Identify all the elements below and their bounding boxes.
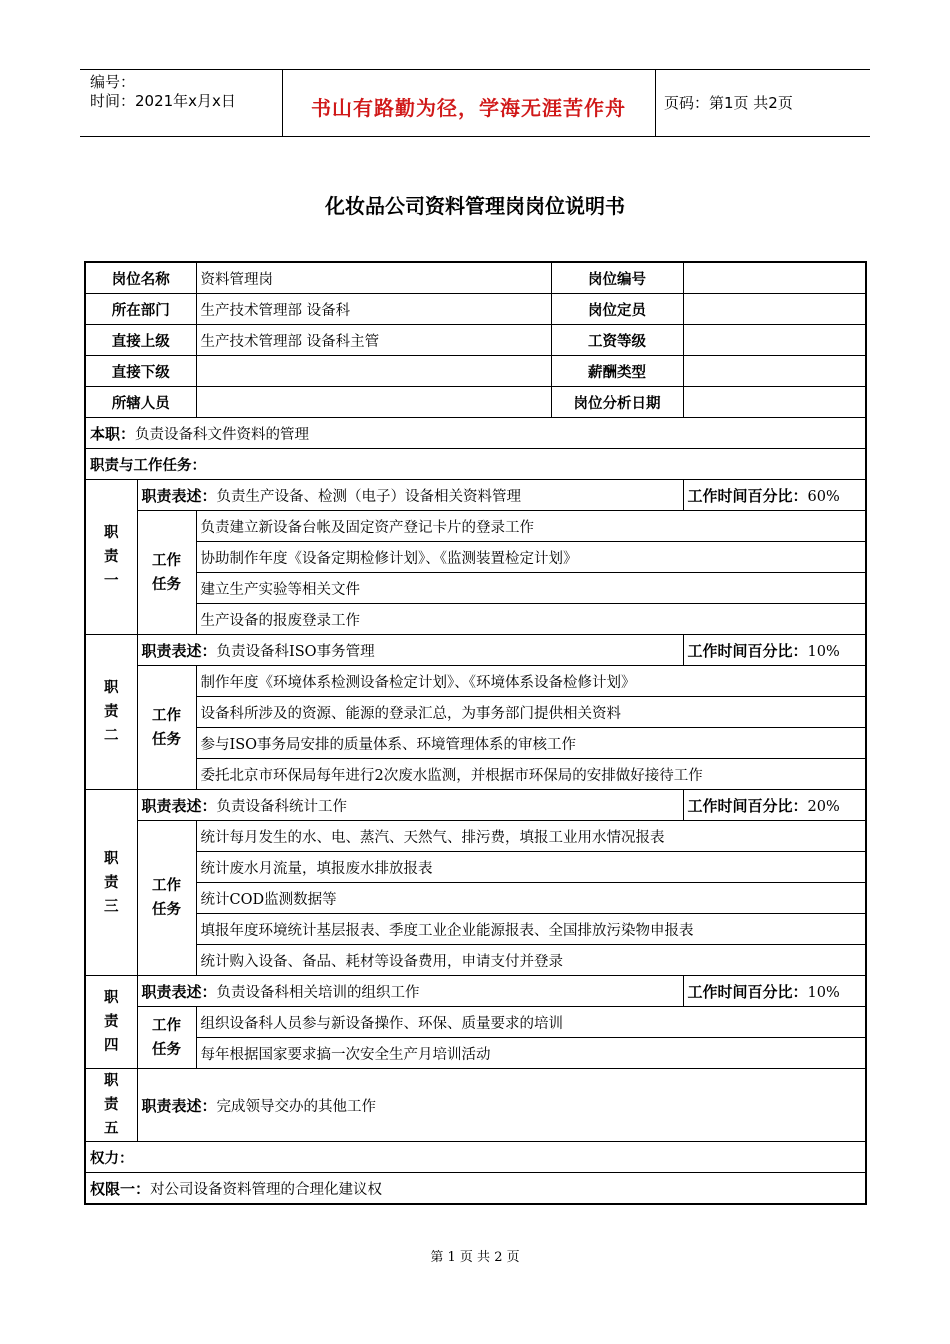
job-description-table <box>84 261 867 1205</box>
basic-info-row <box>85 325 866 356</box>
duties-heading: 职责与工作任务： <box>85 449 866 480</box>
basic-info-row <box>85 387 866 418</box>
duty-desc-label: 职责表述： <box>141 486 217 505</box>
duty-desc-row <box>85 790 866 821</box>
page-info: 页码：第1页 共2页 <box>664 94 793 112</box>
duty-number <box>85 480 137 635</box>
task-text: 委托北京市环保局每年进行2次废水监测，并根据市环保局的安排做好接待工作 <box>196 759 866 790</box>
field-label: 薪酬类型 <box>551 356 683 387</box>
task-text: 填报年度环境统计基层报表、季度工业企业能源报表、全国排放污染物申报表 <box>196 914 866 945</box>
task-row <box>85 945 866 976</box>
task-text: 建立生产实验等相关文件 <box>196 573 866 604</box>
power-limit-text: 对公司设备资料管理的合理化建议权 <box>150 1181 383 1198</box>
duty-desc-text: 完成领导交办的其他工作 <box>216 1098 377 1115</box>
field-value <box>683 262 866 294</box>
duty-number-char: 职 <box>104 990 119 1006</box>
duty-desc-label: 职责表述： <box>141 641 217 660</box>
task-row <box>85 728 866 759</box>
core-duty-text: 负责设备科文件资料的管理 <box>135 426 310 443</box>
task-label-line2: 任务 <box>152 902 181 918</box>
duty-number-char: 四 <box>104 1038 119 1054</box>
field-value: 生产技术管理部 设备科 <box>196 294 551 325</box>
duty-number-char: 二 <box>104 728 119 744</box>
task-text: 统计废水月流量，填报废水排放报表 <box>196 852 866 883</box>
field-value <box>683 387 866 418</box>
task-text: 每年根据国家要求搞一次安全生产月培训活动 <box>196 1038 866 1069</box>
field-value <box>196 356 551 387</box>
field-label: 岗位编号 <box>551 262 683 294</box>
task-row <box>85 914 866 945</box>
field-value <box>683 325 866 356</box>
duty-time-percent <box>683 976 866 1007</box>
field-label: 所在部门 <box>85 294 196 325</box>
field-value <box>683 356 866 387</box>
duty-desc-text: 负责设备科ISO事务管理 <box>216 643 375 660</box>
duty-desc-label: 职责表述： <box>141 1096 217 1115</box>
task-row <box>85 883 866 914</box>
duty-number-char: 职 <box>104 525 119 541</box>
task-row <box>85 604 866 635</box>
task-label <box>137 1007 196 1069</box>
duty-time-percent <box>683 635 866 666</box>
task-row <box>85 697 866 728</box>
duty-number-char: 责 <box>104 874 119 891</box>
duty-number-char: 职 <box>104 680 119 696</box>
task-text: 统计购入设备、备品、耗材等设备费用，申请支付并登录 <box>196 945 866 976</box>
task-label <box>137 666 196 790</box>
task-label-line2: 任务 <box>152 731 181 748</box>
task-row <box>85 666 866 697</box>
duty-number-char: 五 <box>104 1121 119 1137</box>
time-percent-value: 10% <box>807 984 840 1001</box>
field-value: 生产技术管理部 设备科主管 <box>196 325 551 356</box>
duty-description <box>137 790 683 821</box>
task-label-line1: 工作 <box>152 1017 181 1034</box>
field-value: 资料管理岗 <box>196 262 551 294</box>
task-row <box>85 511 866 542</box>
power-row <box>85 1142 866 1173</box>
page-footer: 第 1 页 共 2 页 <box>430 1250 520 1265</box>
time-percent-label: 工作时间百分比： <box>687 641 808 660</box>
task-row <box>85 542 866 573</box>
task-text: 统计COD监测数据等 <box>196 883 866 914</box>
time-percent-value: 60% <box>807 488 840 505</box>
basic-info-row <box>85 262 866 294</box>
time-percent-label: 工作时间百分比： <box>687 796 808 815</box>
field-label: 所辖人员 <box>85 387 196 418</box>
task-row <box>85 759 866 790</box>
task-row <box>85 573 866 604</box>
duty-description <box>137 1069 866 1142</box>
task-text: 设备科所涉及的资源、能源的登录汇总，为事务部门提供相关资料 <box>196 697 866 728</box>
time-percent-label: 工作时间百分比： <box>687 486 808 505</box>
duty-number <box>85 976 137 1069</box>
core-duty-label: 本职： <box>90 424 136 443</box>
duty-number <box>85 635 137 790</box>
task-label-line1: 工作 <box>152 707 181 724</box>
task-text: 生产设备的报废登录工作 <box>196 604 866 635</box>
field-value <box>683 294 866 325</box>
power-heading: 权力： <box>85 1142 866 1173</box>
duty-description <box>137 480 683 511</box>
task-text: 参与ISO事务局安排的质量体系、环境管理体系的审核工作 <box>196 728 866 759</box>
power-limit <box>85 1173 866 1205</box>
duty-number-char: 职 <box>104 1073 119 1089</box>
basic-info-row <box>85 294 866 325</box>
task-label <box>137 821 196 976</box>
duty-number-char: 一 <box>104 573 119 589</box>
field-label: 直接上级 <box>85 325 196 356</box>
document-title: 化妆品公司资料管理岗岗位说明书 <box>325 194 625 218</box>
task-label-line1: 工作 <box>152 552 181 569</box>
duty-number-char: 责 <box>104 1097 119 1113</box>
duty-number-char: 职 <box>104 850 119 867</box>
duty-desc-text: 负责设备科相关培训的组织工作 <box>216 984 420 1001</box>
doc-date: 时间：2021年x月x日 <box>90 92 236 110</box>
duty-desc-row <box>85 635 866 666</box>
duty-desc-row <box>85 480 866 511</box>
duty-description <box>137 976 683 1007</box>
duty-time-percent <box>683 480 866 511</box>
field-label: 岗位分析日期 <box>551 387 683 418</box>
duty-number <box>85 1069 137 1142</box>
duty-desc-row <box>85 976 866 1007</box>
task-label-line2: 任务 <box>152 1041 181 1058</box>
time-percent-label: 工作时间百分比： <box>687 982 808 1001</box>
task-text: 协助制作年度《设备定期检修计划》、《监测装置检定计划》 <box>196 542 866 573</box>
time-percent-value: 10% <box>807 643 840 660</box>
core-duty-row <box>85 418 866 449</box>
duty-number <box>85 790 137 976</box>
task-label-line1: 工作 <box>152 878 181 894</box>
duty-description <box>137 635 683 666</box>
task-row <box>85 852 866 883</box>
duty-desc-label: 职责表述： <box>141 982 217 1001</box>
duty-desc-text: 负责设备科统计工作 <box>216 798 348 815</box>
power-limit-row <box>85 1173 866 1205</box>
basic-info-row <box>85 356 866 387</box>
task-text: 组织设备科人员参与新设备操作、环保、质量要求的培训 <box>196 1007 866 1038</box>
duty-number-char: 责 <box>104 1014 119 1030</box>
duties-heading-row <box>85 449 866 480</box>
core-duty <box>85 418 866 449</box>
field-label: 岗位定员 <box>551 294 683 325</box>
duty-desc-text: 负责生产设备、检测（电子）设备相关资料管理 <box>216 488 522 505</box>
task-label-line2: 任务 <box>152 576 181 593</box>
task-label <box>137 511 196 635</box>
doc-number-label: 编号： <box>90 73 136 91</box>
power-limit-label: 权限一： <box>90 1179 151 1198</box>
field-label: 工资等级 <box>551 325 683 356</box>
field-label: 岗位名称 <box>85 262 196 294</box>
task-row <box>85 821 866 852</box>
task-text: 统计每月发生的水、电、蒸汽、天然气、排污费，填报工业用水情况报表 <box>196 821 866 852</box>
task-text: 负责建立新设备台帐及固定资产登记卡片的登录工作 <box>196 511 866 542</box>
task-text: 制作年度《环境体系检测设备检定计划》、《环境体系设备检修计划》 <box>196 666 866 697</box>
duty-number-char: 三 <box>104 898 119 915</box>
header-motto: 书山有路勤为径，学海无涯苦作舟 <box>311 96 626 120</box>
time-percent-value: 20% <box>807 798 840 815</box>
task-row <box>85 1007 866 1038</box>
duty-time-percent <box>683 790 866 821</box>
duty-desc-label: 职责表述： <box>141 796 217 815</box>
duty-number-char: 责 <box>104 549 119 565</box>
duty-five-row <box>85 1069 866 1142</box>
duty-number-char: 责 <box>104 704 119 720</box>
field-value <box>196 387 551 418</box>
field-label: 直接下级 <box>85 356 196 387</box>
task-row <box>85 1038 866 1069</box>
